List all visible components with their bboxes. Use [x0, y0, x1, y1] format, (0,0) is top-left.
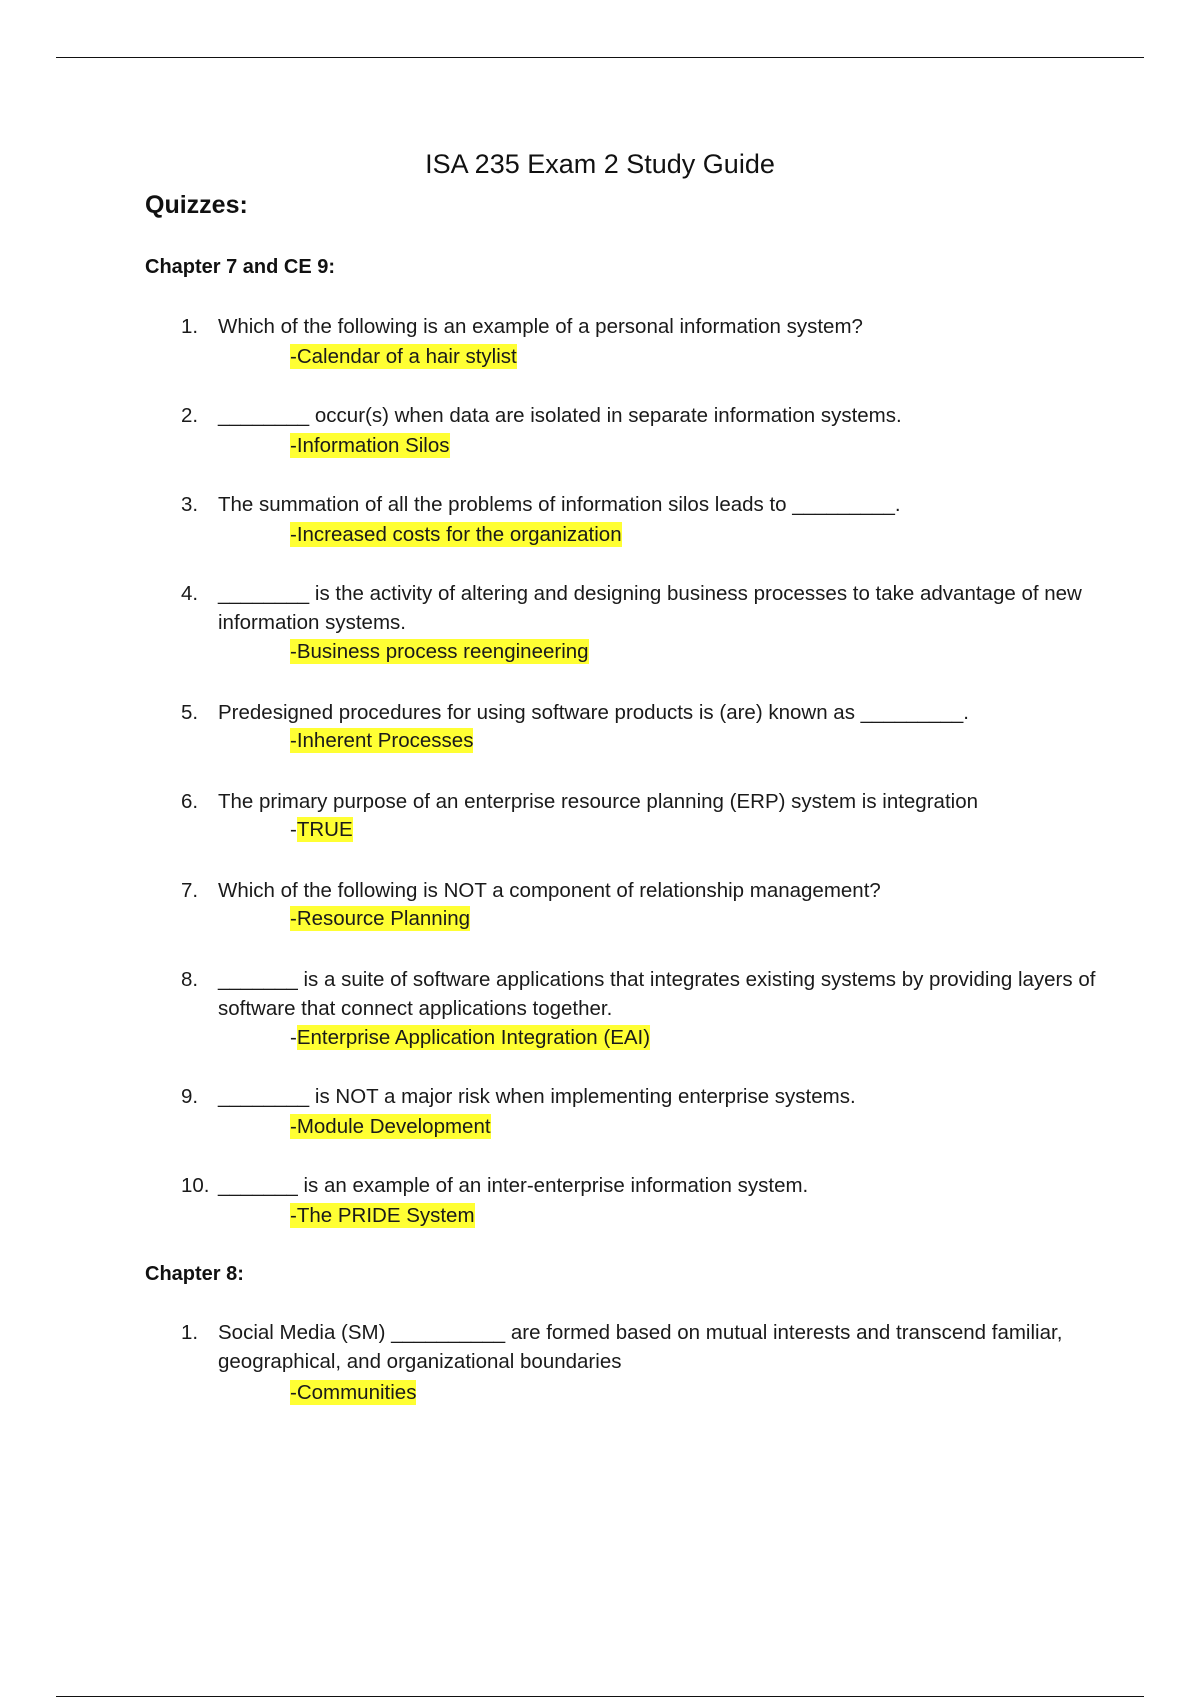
- answer: [290, 1024, 650, 1051]
- question-text: Social Media (SM) __________ are formed based on mutual interests and transcend familiar, geographical, and organizational boundaries: [218, 1321, 1063, 1373]
- question-number: 3.: [181, 493, 199, 516]
- answer: [290, 521, 622, 548]
- chapter-title: Chapter 8:: [145, 1263, 244, 1285]
- question-number: 1.: [181, 1321, 199, 1344]
- answer-highlight: -The PRIDE System: [290, 1204, 475, 1227]
- answer: [290, 1379, 416, 1406]
- question-text: ________ occur(s) when data are isolated in separate information systems.: [218, 404, 902, 427]
- answer-highlight: -Increased costs for the organization: [290, 523, 622, 546]
- question-text: Which of the following is NOT a component of relationship management?: [218, 879, 881, 902]
- question-text: ________ is the activity of altering and designing business processes to take advantage of new information systems.: [218, 582, 1082, 634]
- answer-highlight: -Resource Planning: [290, 907, 471, 930]
- answer: [290, 1113, 491, 1140]
- answer-highlight: -Information Silos: [290, 434, 450, 457]
- answer-highlight: -Business process reengineering: [290, 640, 589, 663]
- question-text: ________ is NOT a major risk when implementing enterprise systems.: [218, 1085, 856, 1108]
- answer: [290, 1202, 475, 1229]
- question-number: 2.: [181, 404, 199, 427]
- answer: [290, 638, 589, 665]
- question-number: 8.: [181, 968, 199, 991]
- document-title: ISA 235 Exam 2 Study Guide: [425, 149, 775, 179]
- section-heading-quizzes: Quizzes:: [145, 191, 248, 219]
- question-text: _______ is a suite of software applications that integrates existing systems by providing layers of software that connect applications together.: [218, 968, 1096, 1020]
- answer: [290, 432, 450, 459]
- question-number: 1.: [181, 315, 199, 338]
- question-text: Predesigned procedures for using software products is (are) known as _________.: [218, 701, 969, 724]
- answer: [290, 816, 353, 843]
- bottom-rule: [56, 1696, 1144, 1697]
- answer: [290, 905, 470, 932]
- answer-prefix: -: [290, 1026, 297, 1049]
- answer-highlight: -Calendar of a hair stylist: [290, 345, 517, 368]
- answer-highlight: Enterprise Application Integration (EAI): [296, 1026, 651, 1049]
- question-number: 5.: [181, 701, 199, 724]
- answer-highlight: -Inherent Processes: [290, 729, 474, 752]
- chapter-title: Chapter 7 and CE 9:: [145, 256, 336, 278]
- question-number: 9.: [181, 1085, 199, 1108]
- answer-highlight: -Communities: [290, 1381, 417, 1404]
- question-text: The primary purpose of an enterprise resource planning (ERP) system is integration: [218, 790, 978, 813]
- question-text: Which of the following is an example of a personal information system?: [218, 315, 863, 338]
- answer: [290, 727, 473, 754]
- question-number: 4.: [181, 582, 199, 605]
- question-number: 7.: [181, 879, 199, 902]
- question-number: 10.: [181, 1174, 210, 1197]
- answer: [290, 343, 517, 370]
- question-text: The summation of all the problems of information silos leads to _________.: [218, 493, 901, 516]
- answer-prefix: -: [290, 818, 297, 841]
- question-number: 6.: [181, 790, 199, 813]
- question-text: _______ is an example of an inter-enterprise information system.: [218, 1174, 809, 1197]
- answer-highlight: -Module Development: [290, 1115, 491, 1138]
- answer-highlight: TRUE: [296, 818, 353, 841]
